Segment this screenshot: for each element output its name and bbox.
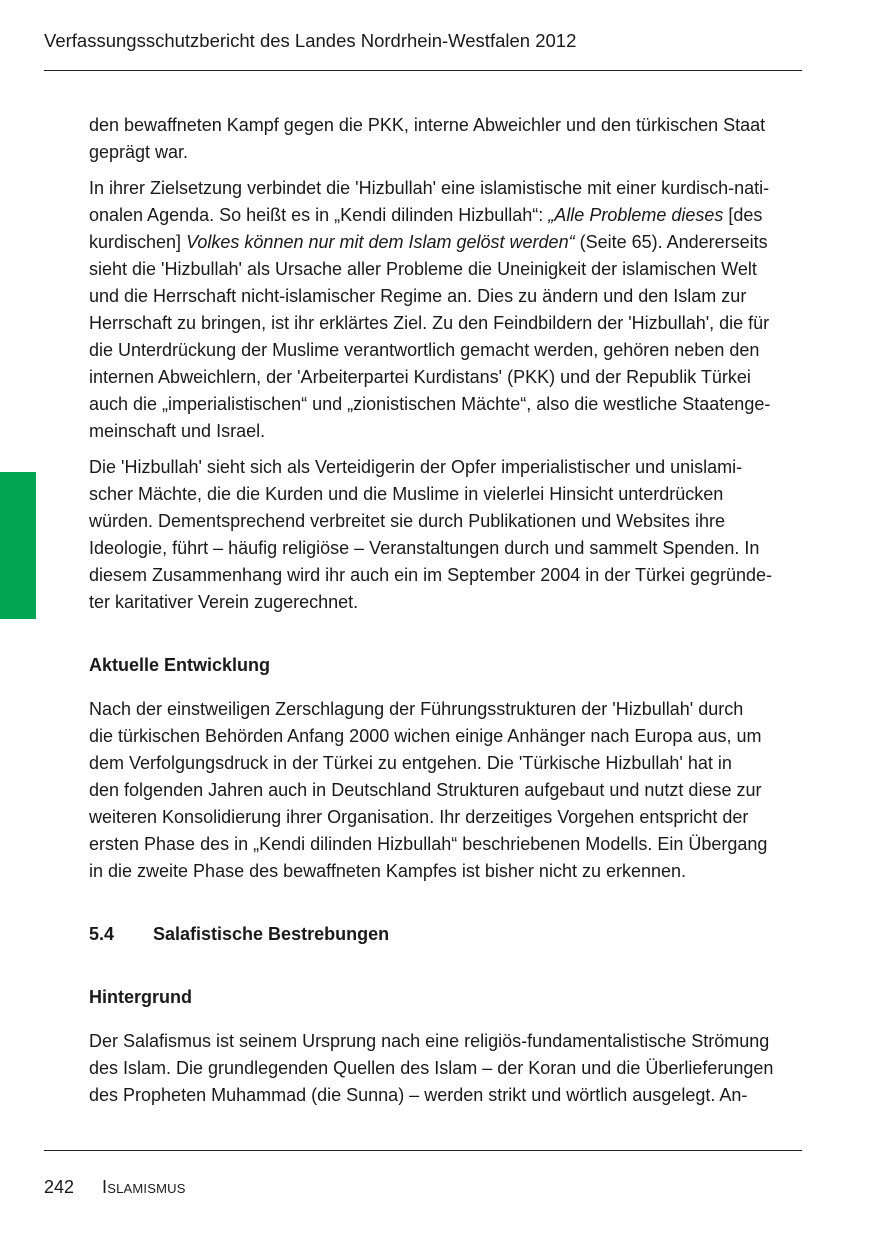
page-number: 242	[44, 1177, 75, 1197]
text-line: ersten Phase des in „Kendi dilinden Hizbullah“ beschriebenen Modells. Ein Übergang	[89, 834, 768, 854]
subheading-aktuelle-entwicklung: Aktuelle Entwicklung	[89, 655, 271, 675]
main-text	[89, 112, 802, 1109]
text-line	[89, 229, 802, 256]
text-span: onalen Agenda. So heißt es in „Kendi dilinden Hizbullah“:	[89, 205, 549, 225]
text-line: auch die „imperialistischen“ und „zionistischen Mächte“, also die westliche Staatenge-	[89, 394, 771, 414]
text-line: ter karitativer Verein zugerechnet.	[89, 592, 359, 612]
section-title: Salafistische Bestrebungen	[153, 924, 390, 944]
text-line: scher Mächte, die die Kurden und die Muslime in vielerlei Hinsicht unterdrücken	[89, 484, 724, 504]
text-line: sieht die 'Hizbullah' als Ursache aller Probleme die Uneinigkeit der islamischen Welt	[89, 259, 757, 279]
section-heading	[89, 921, 802, 948]
text-line: Ideologie, führt – häufig religiöse – Veranstaltungen durch und sammelt Spenden. In	[89, 538, 760, 558]
text-line: meinschaft und Israel.	[89, 421, 266, 441]
text-line: In ihrer Zielsetzung verbindet die 'Hizbullah' eine islamistische mit einer kurdisch-nati-	[89, 178, 770, 198]
text-line: Der Salafismus ist seinem Ursprung nach eine religiös-fundamentalistische Strömung	[89, 1031, 770, 1051]
quote-italic: Volkes können nur mit dem Islam gelöst werden“	[186, 232, 575, 252]
text-line: geprägt war.	[89, 142, 189, 162]
paragraph-4	[89, 696, 802, 885]
text-line: Die 'Hizbullah' sieht sich als Verteidigerin der Opfer imperialistischer und unislami-	[89, 457, 743, 477]
chapter-side-marker	[0, 472, 36, 619]
text-line: des Propheten Muhammad (die Sunna) – werden strikt und wörtlich ausgelegt. An-	[89, 1085, 748, 1105]
text-line: in die zweite Phase des bewaffneten Kampfes ist bisher nicht zu erkennen.	[89, 861, 687, 881]
paragraph-5	[89, 1028, 802, 1109]
text-span: kurdischen]	[89, 232, 187, 252]
text-line: die Unterdrückung der Muslime verantwortlich gemacht werden, gehören neben den	[89, 340, 760, 360]
paragraph-2	[89, 175, 802, 445]
text-line: Herrschaft zu bringen, ist ihr erklärtes Ziel. Zu den Feindbildern der 'Hizbullah', die für	[89, 313, 770, 333]
text-line: und die Herrschaft nicht-islamischer Regime an. Dies zu ändern und den Islam zur	[89, 286, 747, 306]
text-line: die türkischen Behörden Anfang 2000 wichen einige Anhänger nach Europa aus, um	[89, 726, 762, 746]
section-number: 5.4	[89, 924, 115, 944]
text-line: internen Abweichlern, der 'Arbeiterpartei Kurdistans' (PKK) und der Republik Türkei	[89, 367, 751, 387]
text-line: Nach der einstweiligen Zerschlagung der Führungsstrukturen der 'Hizbullah' durch	[89, 699, 744, 719]
quote-italic: „Alle Probleme dieses	[548, 205, 724, 225]
text-line: diesem Zusammenhang wird ihr auch ein im September 2004 in der Türkei gegründe-	[89, 565, 773, 585]
running-header: Verfassungsschutzbericht des Landes Nordrhein-Westfalen 2012	[44, 30, 577, 51]
text-line	[89, 202, 802, 229]
text-line: weiteren Konsolidierung ihrer Organisation. Ihr derzeitiges Vorgehen entspricht der	[89, 807, 749, 827]
text-line: würden. Dementsprechend verbreitet sie durch Publikationen und Websites ihre	[89, 511, 726, 531]
footer-section: Islamismus	[102, 1177, 186, 1197]
subheading-hintergrund: Hintergrund	[89, 987, 192, 1007]
text-span: (Seite 65). Andererseits	[574, 232, 768, 252]
header-rule	[44, 70, 802, 71]
paragraph-1	[89, 112, 802, 166]
text-line: des Islam. Die grundlegenden Quellen des Islam – der Koran und die Überlieferungen	[89, 1058, 774, 1078]
text-line: dem Verfolgungsdruck in der Türkei zu entgehen. Die 'Türkische Hizbullah' hat in	[89, 753, 732, 773]
page-footer	[44, 1175, 186, 1199]
text-span: [des	[723, 205, 763, 225]
text-line: den folgenden Jahren auch in Deutschland Strukturen aufgebaut und nutzt diese zur	[89, 780, 762, 800]
paragraph-3	[89, 454, 802, 616]
footer-rule	[44, 1150, 802, 1151]
text-line: den bewaffneten Kampf gegen die PKK, interne Abweichler und den türkischen Staat	[89, 115, 766, 135]
